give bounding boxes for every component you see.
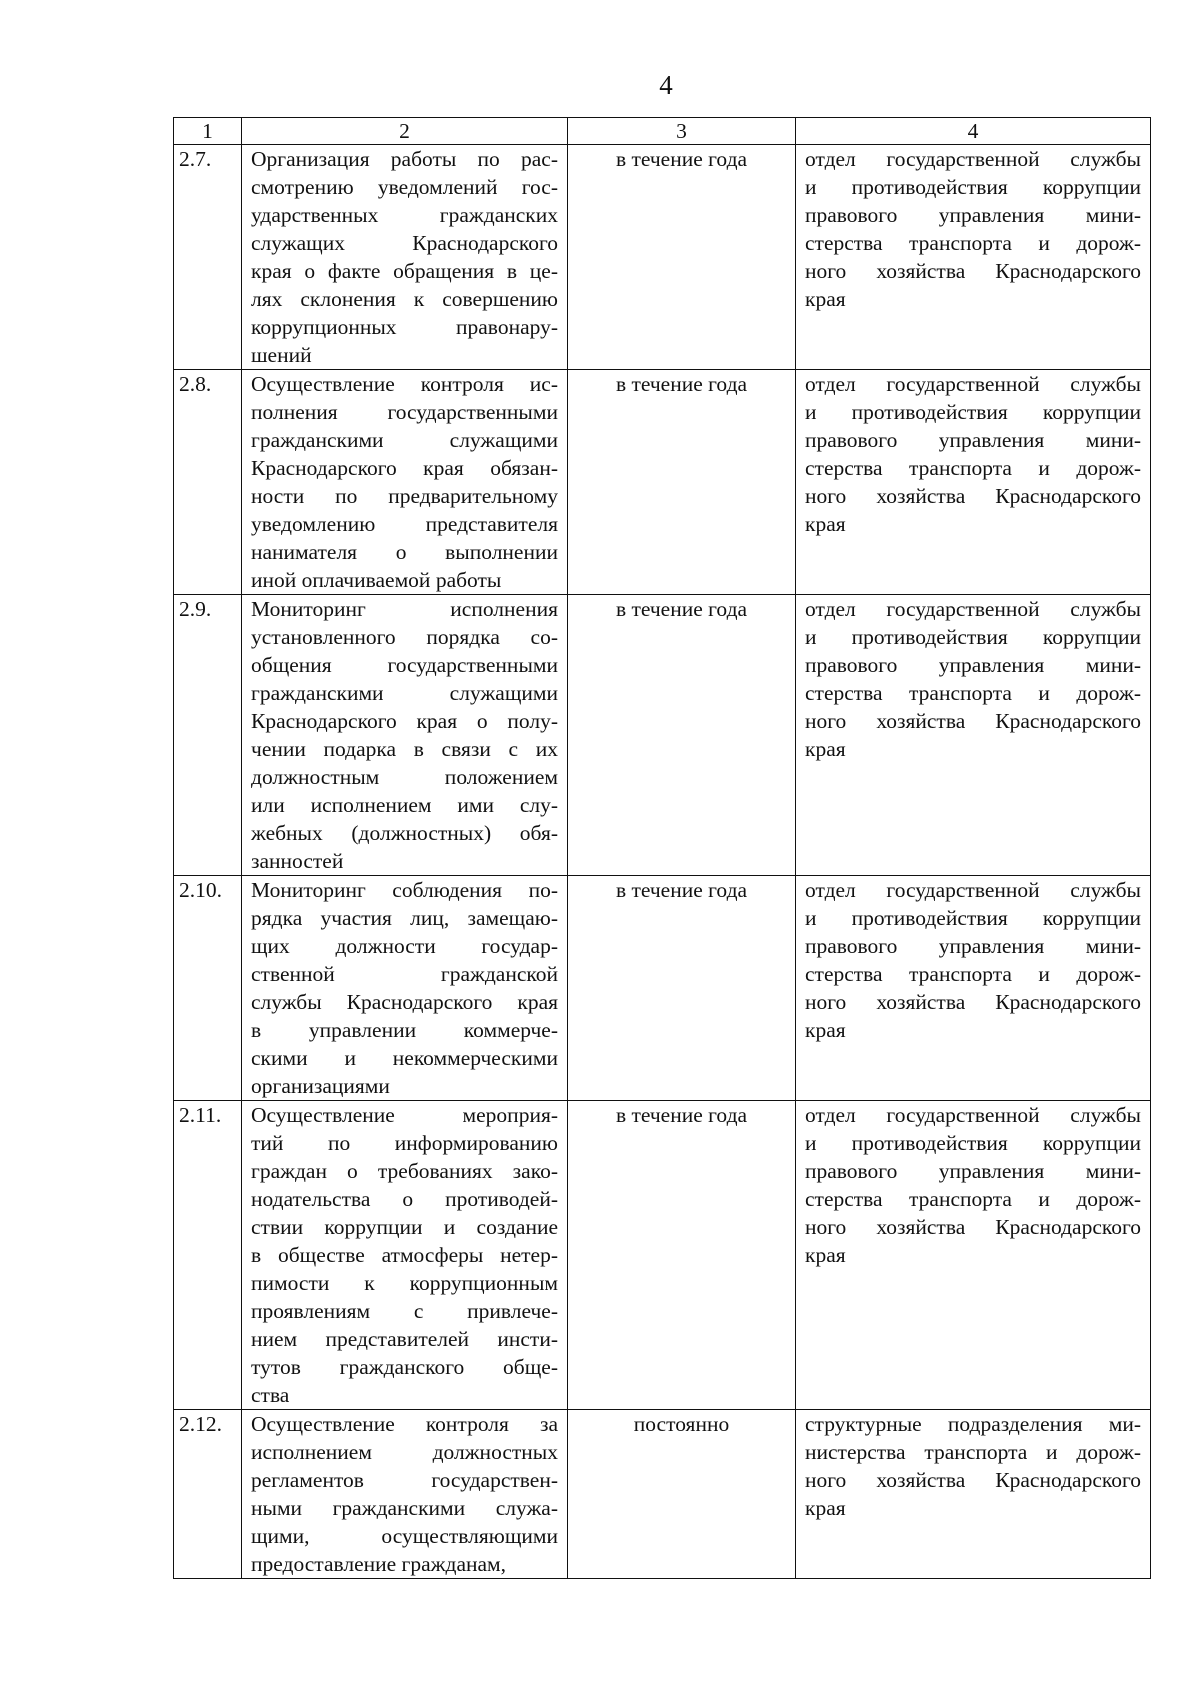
description-line: Краснодарского края обязан- (251, 456, 558, 480)
description-line: гражданскими служащими (251, 428, 558, 452)
row-number: 2.7. (174, 145, 242, 370)
description-line: уведомлению представителя (251, 512, 558, 536)
description-line: регламентов государствен- (251, 1468, 558, 1492)
description-line: щими, осуществляющими (251, 1524, 558, 1548)
row-number: 2.9. (174, 595, 242, 876)
table-header-row (174, 118, 1151, 145)
row-description (242, 145, 568, 370)
row-term: постоянно (568, 1410, 796, 1579)
row-term: в течение года (568, 370, 796, 595)
row-number: 2.8. (174, 370, 242, 595)
column-header-term: 3 (568, 118, 796, 145)
row-executor (796, 1101, 1151, 1410)
executor-line: края (805, 1496, 846, 1520)
table-body (174, 118, 1151, 1579)
executor-line: стерства транспорта и дорож- (805, 681, 1141, 705)
description-line: скими и некоммерческими (251, 1046, 558, 1070)
table-row (174, 595, 1151, 876)
executor-line: стерства транспорта и дорож- (805, 962, 1141, 986)
description-line: иной оплачиваемой работы (251, 568, 502, 592)
description-line: коррупционных правонару- (251, 315, 558, 339)
row-description (242, 595, 568, 876)
description-line: нием представителей инсти- (251, 1327, 558, 1351)
executor-line: отдел государственной службы (805, 372, 1141, 396)
description-line: предоставление гражданам, (251, 1552, 507, 1576)
description-line: служащих Краснодарского (251, 231, 558, 255)
row-term: в течение года (568, 145, 796, 370)
executor-line: края (805, 512, 846, 536)
description-line: края о факте обращения в це- (251, 259, 558, 283)
executor-line: правового управления мини- (805, 934, 1141, 958)
description-line: ными гражданскими служа- (251, 1496, 558, 1520)
executor-line: ного хозяйства Краснодарского (805, 1468, 1141, 1492)
row-description (242, 1410, 568, 1579)
description-line: ства (251, 1383, 290, 1407)
description-line: шений (251, 343, 312, 367)
row-description (242, 876, 568, 1101)
description-line: жебных (должностных) обя- (251, 821, 558, 845)
executor-line: нистерства транспорта и дорож- (805, 1440, 1141, 1464)
description-line: службы Краснодарского края (251, 990, 558, 1014)
description-line: гражданскими служащими (251, 681, 558, 705)
executor-line: и противодействия коррупции (805, 400, 1141, 424)
description-line: рядка участия лиц, замещаю- (251, 906, 558, 930)
description-line: в управлении коммерче- (251, 1018, 558, 1042)
row-term: в течение года (568, 876, 796, 1101)
executor-line: правового управления мини- (805, 203, 1141, 227)
description-line: пимости к коррупционным (251, 1271, 558, 1295)
description-line: в обществе атмосферы нетер- (251, 1243, 558, 1267)
column-header-description: 2 (242, 118, 568, 145)
row-number: 2.11. (174, 1101, 242, 1410)
row-executor (796, 145, 1151, 370)
description-line: или исполнением ими слу- (251, 793, 558, 817)
description-line: занностей (251, 849, 344, 873)
row-description (242, 1101, 568, 1410)
executor-line: ного хозяйства Краснодарского (805, 259, 1141, 283)
executor-line: ного хозяйства Краснодарского (805, 484, 1141, 508)
table-row (174, 145, 1151, 370)
description-line: граждан о требованиях зако- (251, 1159, 558, 1183)
row-term: в течение года (568, 595, 796, 876)
description-line: Мониторинг соблюдения по- (251, 878, 558, 902)
description-line: организациями (251, 1074, 390, 1098)
description-line: лях склонения к совершению (251, 287, 558, 311)
executor-line: отдел государственной службы (805, 597, 1141, 621)
measures-table (173, 117, 1151, 1579)
executor-line: и противодействия коррупции (805, 625, 1141, 649)
executor-line: ного хозяйства Краснодарского (805, 990, 1141, 1014)
executor-line: структурные подразделения ми- (805, 1412, 1141, 1436)
table-row (174, 1101, 1151, 1410)
description-line: нанимателя о выполнении (251, 540, 558, 564)
table-row (174, 370, 1151, 595)
executor-line: края (805, 737, 846, 761)
page-number: 4 (659, 70, 673, 100)
description-line: Осуществление контроля за (251, 1412, 558, 1436)
row-number: 2.10. (174, 876, 242, 1101)
description-line: щих должности государ- (251, 934, 558, 958)
description-line: ударственных гражданских (251, 203, 558, 227)
executor-line: отдел государственной службы (805, 878, 1141, 902)
executor-line: отдел государственной службы (805, 147, 1141, 171)
row-number: 2.12. (174, 1410, 242, 1579)
description-line: Мониторинг исполнения (251, 597, 558, 621)
executor-line: стерства транспорта и дорож- (805, 456, 1141, 480)
executor-line: правового управления мини- (805, 428, 1141, 452)
column-header-executor: 4 (796, 118, 1151, 145)
executor-line: и противодействия коррупции (805, 1131, 1141, 1155)
executor-line: отдел государственной службы (805, 1103, 1141, 1127)
table-row (174, 876, 1151, 1101)
row-executor (796, 876, 1151, 1101)
executor-line: края (805, 1243, 846, 1267)
executor-line: края (805, 287, 846, 311)
description-line: нодательства о противодей- (251, 1187, 558, 1211)
executor-line: и противодействия коррупции (805, 906, 1141, 930)
description-line: общения государственными (251, 653, 558, 677)
description-line: должностным положением (251, 765, 558, 789)
executor-line: края (805, 1018, 846, 1042)
row-term: в течение года (568, 1101, 796, 1410)
column-header-number: 1 (174, 118, 242, 145)
table-row (174, 1410, 1151, 1579)
executor-line: правового управления мини- (805, 653, 1141, 677)
description-line: установленного порядка со- (251, 625, 558, 649)
description-line: Осуществление мероприя- (251, 1103, 558, 1127)
description-line: ственной гражданской (251, 962, 558, 986)
executor-line: стерства транспорта и дорож- (805, 1187, 1141, 1211)
description-line: Осуществление контроля ис- (251, 372, 558, 396)
description-line: ствии коррупции и создание (251, 1215, 558, 1239)
description-line: смотрению уведомлений гос- (251, 175, 558, 199)
executor-line: ного хозяйства Краснодарского (805, 1215, 1141, 1239)
row-description (242, 370, 568, 595)
description-line: тий по информированию (251, 1131, 558, 1155)
executor-line: правового управления мини- (805, 1159, 1141, 1183)
description-line: чении подарка в связи с их (251, 737, 558, 761)
row-executor (796, 595, 1151, 876)
row-executor (796, 370, 1151, 595)
description-line: проявлениям с привлече- (251, 1299, 558, 1323)
description-line: тутов гражданского обще- (251, 1355, 558, 1379)
description-line: Краснодарского края о полу- (251, 709, 558, 733)
description-line: Организация работы по рас- (251, 147, 558, 171)
executor-line: и противодействия коррупции (805, 175, 1141, 199)
executor-line: ного хозяйства Краснодарского (805, 709, 1141, 733)
executor-line: стерства транспорта и дорож- (805, 231, 1141, 255)
row-executor (796, 1410, 1151, 1579)
description-line: ности по предварительному (251, 484, 558, 508)
description-line: исполнением должностных (251, 1440, 558, 1464)
description-line: полнения государственными (251, 400, 558, 424)
